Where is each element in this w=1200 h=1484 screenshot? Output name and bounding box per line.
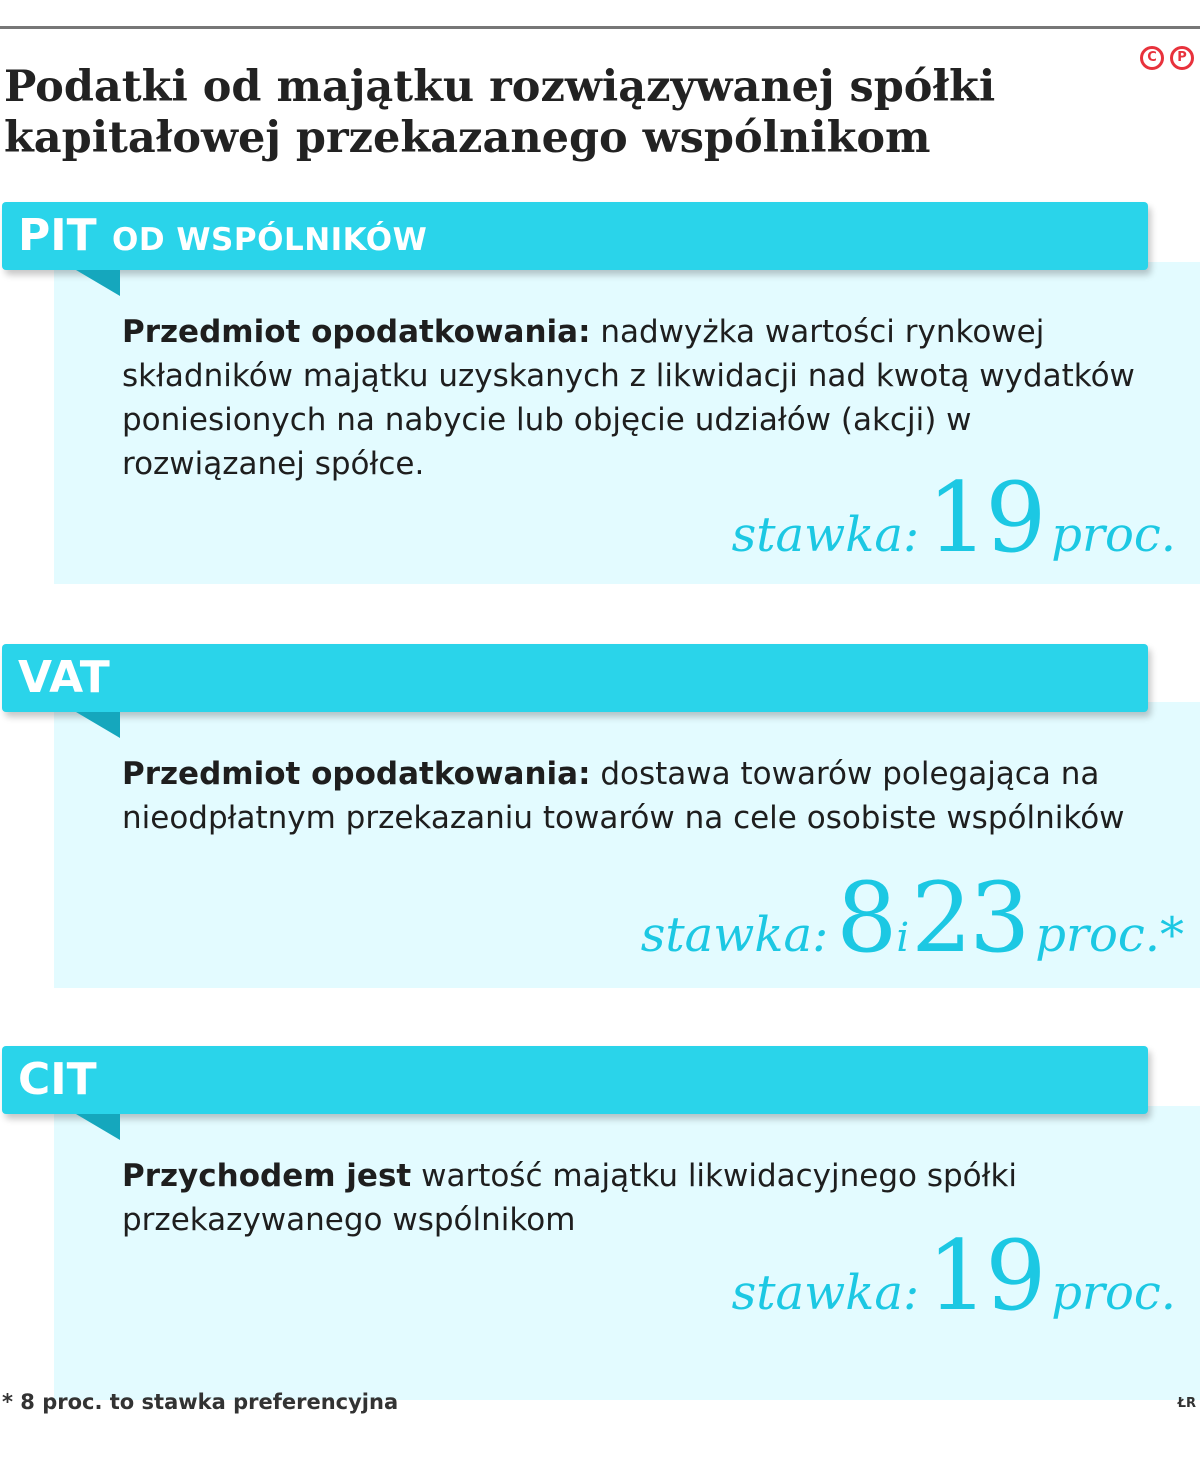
section-vat-title: VAT (18, 652, 110, 703)
logo-p-icon: P (1170, 46, 1194, 70)
section-pit-description (122, 310, 1162, 486)
section-cit-rate-label: stawka: (731, 1265, 920, 1321)
section-vat-header (2, 644, 1148, 712)
section-vat-rate-unit: proc.* (1035, 907, 1184, 963)
section-cit-rate-unit: proc. (1051, 1265, 1176, 1321)
section-pit-description-text: nadwyżka wartości rynkowej składników majątku uzyskanych z likwidacji nad kwotą wydatków poniesionych na nabycie lub objęcie udziałów (akcji) w rozwiązanej spółce. (122, 314, 1135, 482)
section-vat-notch (76, 712, 120, 738)
section-pit-title: PIT (18, 210, 97, 261)
section-vat-description-lead: Przedmiot opodatkowania: (122, 756, 591, 792)
section-cit-rate (732, 1220, 1176, 1332)
section-cit-rate-value: 19 (927, 1220, 1044, 1332)
section-cit-title: CIT (18, 1054, 97, 1105)
section-pit-rate-value: 19 (927, 462, 1044, 574)
section-vat-description-text: dostawa towarów polegająca na nieodpłatnym przekazaniu towarów na cele osobiste wspólników (122, 756, 1125, 836)
publisher-logo (1140, 46, 1200, 72)
section-pit-subtitle: OD WSPÓLNIKÓW (111, 222, 428, 258)
section-pit-notch (76, 270, 120, 296)
footnote: * 8 proc. to stawka preferencyjna (2, 1390, 399, 1414)
top-rule (0, 26, 1200, 29)
page-title: Podatki od majątku rozwiązywanej spółki kapitałowej przekazanego wspólnikom (4, 62, 996, 163)
section-pit-description-lead: Przedmiot opodatkowania: (122, 314, 591, 350)
author-initials: ŁR (1177, 1396, 1196, 1411)
logo-c-icon: C (1140, 46, 1164, 70)
section-cit-header (2, 1046, 1148, 1114)
section-vat-rate-value-b: 23 (911, 862, 1028, 974)
section-cit-description-lead: Przychodem jest (122, 1158, 412, 1194)
section-pit-header (2, 202, 1148, 270)
section-cit-notch (76, 1114, 120, 1140)
section-pit-rate (732, 462, 1176, 574)
section-vat-description (122, 752, 1162, 840)
section-vat-rate-conjunction: i (896, 915, 910, 961)
section-vat-rate (641, 862, 1184, 974)
section-pit-rate-label: stawka: (731, 507, 920, 563)
section-vat-rate-label: stawka: (640, 907, 829, 963)
section-vat-rate-value-a: 8 (836, 862, 895, 974)
section-cit-description-text: wartość majątku likwidacyjnego spółki przekazywanego wspólnikom (122, 1158, 1018, 1238)
section-pit-rate-unit: proc. (1051, 507, 1176, 563)
